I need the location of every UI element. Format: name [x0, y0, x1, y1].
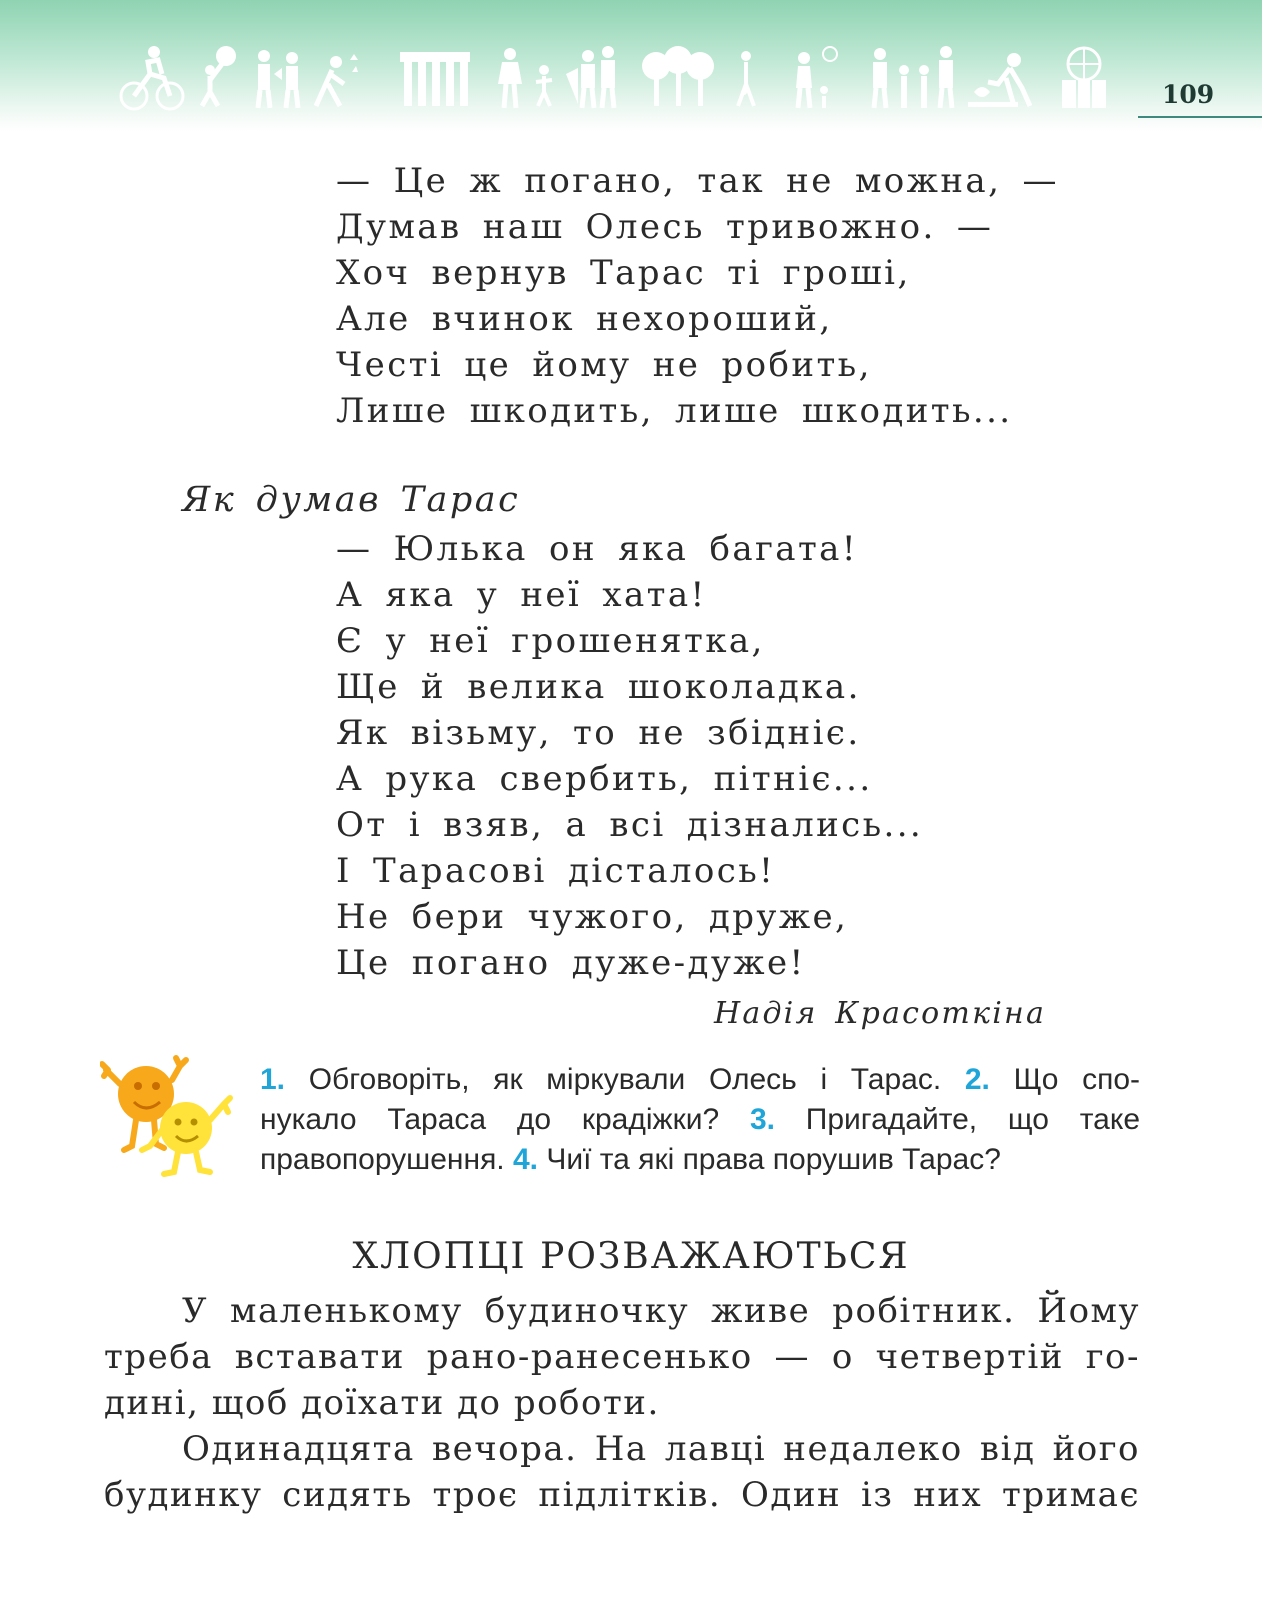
- question-number: 2.: [964, 1063, 990, 1096]
- walker-icon: [738, 51, 754, 106]
- smiley-mascots-icon: [100, 1050, 240, 1180]
- question-number: 3.: [749, 1103, 775, 1136]
- family-icon: [498, 48, 552, 108]
- question-line: [260, 1140, 1140, 1180]
- story-text: [104, 1288, 1140, 1518]
- question-number: 1.: [260, 1063, 286, 1096]
- question-line: [260, 1100, 1140, 1140]
- globe-family-icon: [1062, 48, 1106, 108]
- poem-line: І Тарасові дісталось!: [336, 851, 776, 891]
- gardener-icon: [316, 54, 358, 106]
- group-icon: [566, 46, 615, 108]
- poem-line: Хоч вернув Тарас ті гроші,: [336, 253, 911, 293]
- poem-line: Але вчинок нехороший,: [336, 299, 833, 339]
- family-group-icon: [873, 46, 953, 108]
- story-line: треба вставати рано-ранесенько — о четвертій го-: [104, 1337, 1140, 1377]
- people-icon: [258, 50, 298, 108]
- page-number: 109: [1162, 80, 1215, 109]
- page-number-rule: [1138, 116, 1262, 118]
- poem-line: Є у неї грошенятка,: [336, 621, 765, 661]
- question-number: 4.: [512, 1143, 539, 1176]
- poem-line: Честі це йому не робить,: [336, 345, 872, 385]
- poem-line: А яка у неї хата!: [336, 575, 707, 615]
- question-line: [260, 1060, 1140, 1100]
- question-text: правопорушення.: [260, 1143, 513, 1176]
- ball-child-icon: [202, 46, 236, 106]
- poem-line: Думав наш Олесь тривожно. —: [336, 207, 994, 247]
- poem-line: Як візьму, то не збідніє.: [336, 713, 861, 753]
- poem-author: Надія Красоткіна: [714, 996, 1047, 1031]
- mother-child-icon: [796, 47, 837, 108]
- story-line: У маленькому будиночку живе робітник. Йому: [182, 1291, 1140, 1331]
- story-line: будинку сидять троє підлітків. Один із них тримає: [104, 1475, 1140, 1515]
- poem-line: — Це ж погано, так не можна, —: [336, 161, 1059, 201]
- poem-line: Не бери чужого, друже,: [336, 897, 849, 937]
- poem-line: — Юлька он яка багата!: [336, 529, 858, 569]
- planting-icon: [968, 53, 1030, 107]
- poem-line: Лише шкодить, лише шкодить...: [336, 391, 1013, 431]
- cyclist-icon: [121, 46, 183, 109]
- header-icons-strip: [118, 44, 1123, 112]
- poem-line: А рука свербить, пітніє...: [336, 759, 873, 799]
- crowd-icon: [400, 52, 470, 106]
- poem-line: Це погано дуже-дуже!: [336, 943, 806, 983]
- question-text: Пригадайте, що таке: [775, 1103, 1140, 1136]
- story-line: дині, щоб доїхати до роботи.: [104, 1383, 660, 1423]
- poem-olesj: [336, 158, 1059, 434]
- question-text: Обговоріть, як міркували Олесь і Тарас.: [285, 1063, 965, 1096]
- story-line: Одинадцята вечора. На лавці недалеко від його: [182, 1429, 1140, 1469]
- question-text: Чиї та які права порушив Тарас?: [538, 1143, 1001, 1176]
- poem-line: Ще й велика шоколадка.: [336, 667, 861, 707]
- questions-block: [260, 1060, 1140, 1180]
- trees-icon: [642, 46, 714, 106]
- question-text: нукало Тараса до крадіжки?: [260, 1103, 750, 1136]
- section-title: ХЛОПЦІ РОЗВАЖАЮТЬСЯ: [352, 1236, 910, 1277]
- poem-taras: [336, 526, 923, 986]
- page-header: [0, 0, 1262, 132]
- poem-line: От і взяв, а всі дізнались...: [336, 805, 924, 845]
- poem-subtitle: Як думав Тарас: [182, 480, 521, 520]
- question-text: Що спо-: [989, 1063, 1140, 1096]
